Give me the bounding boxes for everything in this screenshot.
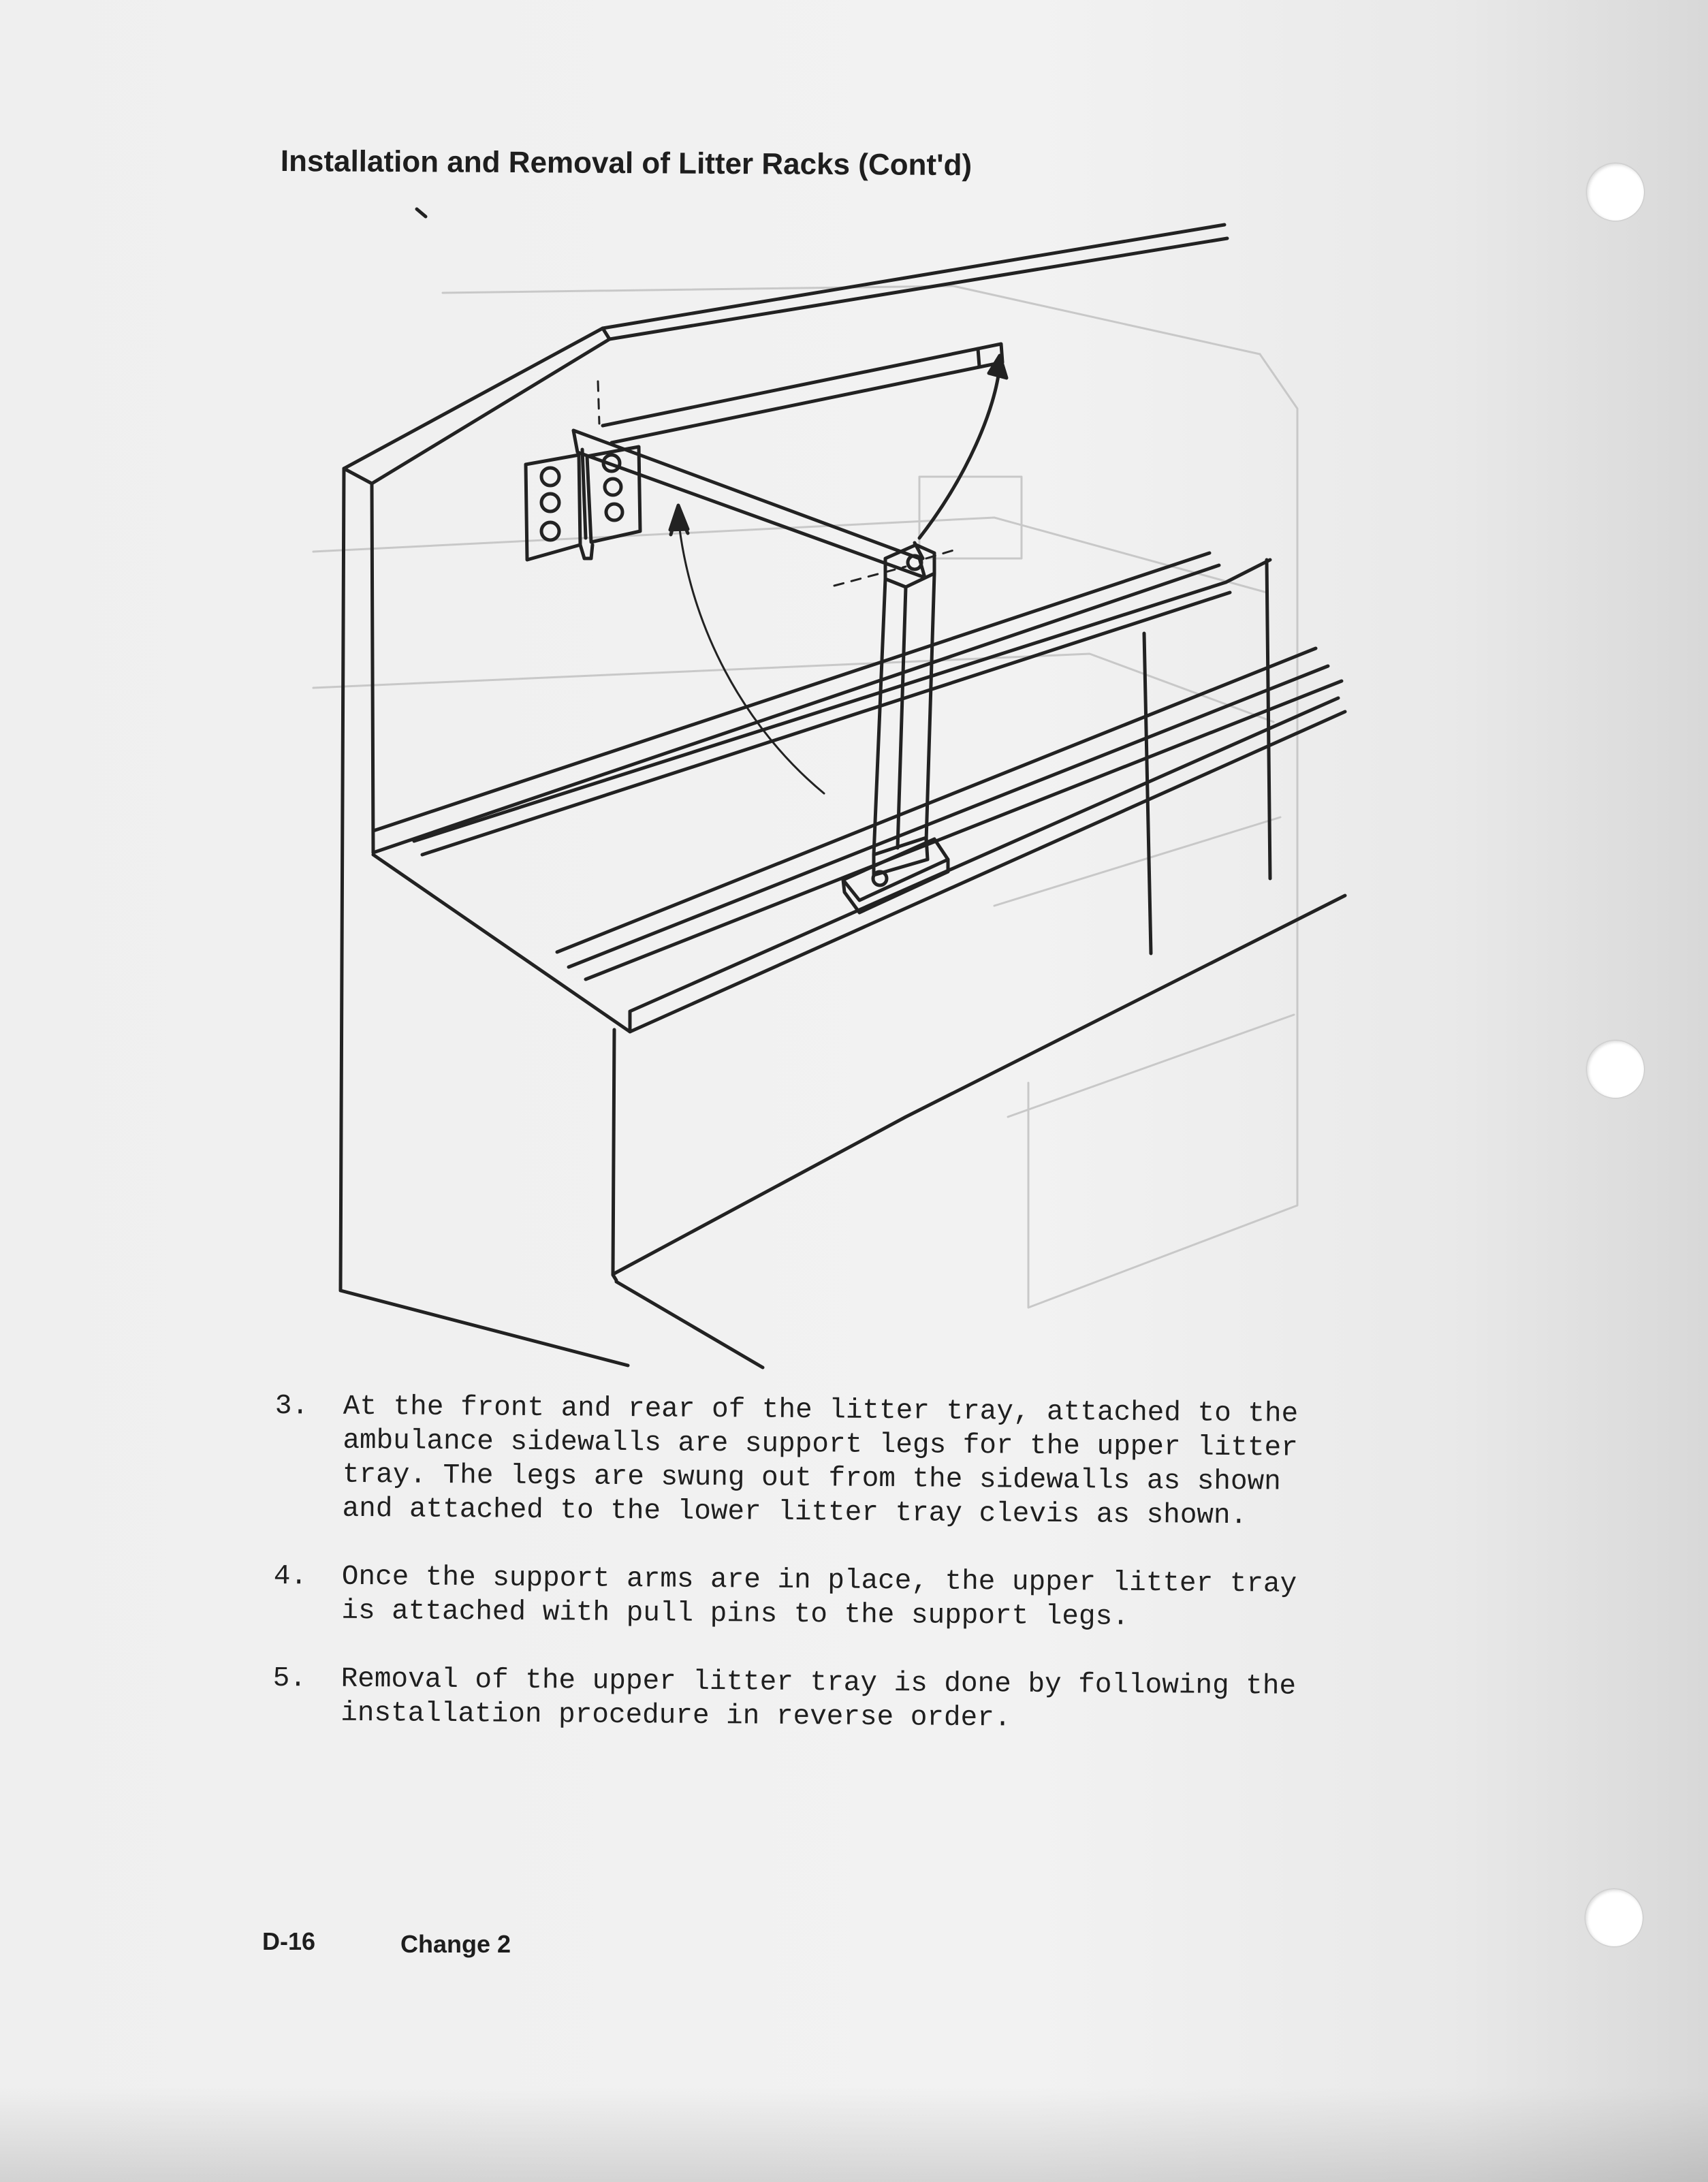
instruction-step bbox=[273, 1560, 1336, 1636]
ambulance-body-outline bbox=[341, 209, 1345, 1367]
centerlines bbox=[598, 381, 953, 586]
page-number: D-16 bbox=[262, 1927, 316, 1955]
support-leg bbox=[843, 545, 948, 913]
instruction-step bbox=[274, 1389, 1338, 1534]
scan-shadow bbox=[0, 2087, 1708, 2182]
step-text: Once the support arms are in place, the upper litter tray is attached with pull pins to the support legs. bbox=[341, 1561, 1297, 1633]
hinge-bracket bbox=[526, 447, 640, 560]
step-text: Removal of the upper litter tray is done by following the installation procedure in reverse order. bbox=[341, 1663, 1297, 1735]
punch-hole-bottom bbox=[1585, 1889, 1643, 1946]
step-number: 3. bbox=[274, 1390, 309, 1423]
instruction-steps bbox=[272, 1389, 1338, 1772]
change-label: Change 2 bbox=[400, 1930, 511, 1958]
show-through-ghost bbox=[313, 286, 1297, 1308]
step-number: 5. bbox=[272, 1662, 307, 1695]
step-text: At the front and rear of the litter tray, attached to the ambulance sidewalls are support legs for the upper litter tray. The legs are swung out from the sidewalls as shown and attached to the lower litter tray clevis as shown. bbox=[342, 1391, 1299, 1532]
instruction-step bbox=[272, 1662, 1335, 1738]
step-number: 4. bbox=[273, 1560, 308, 1593]
lower-litter-tray bbox=[373, 553, 1345, 1032]
section-heading: Installation and Removal of Litter Racks (Cont'd) bbox=[280, 144, 972, 183]
